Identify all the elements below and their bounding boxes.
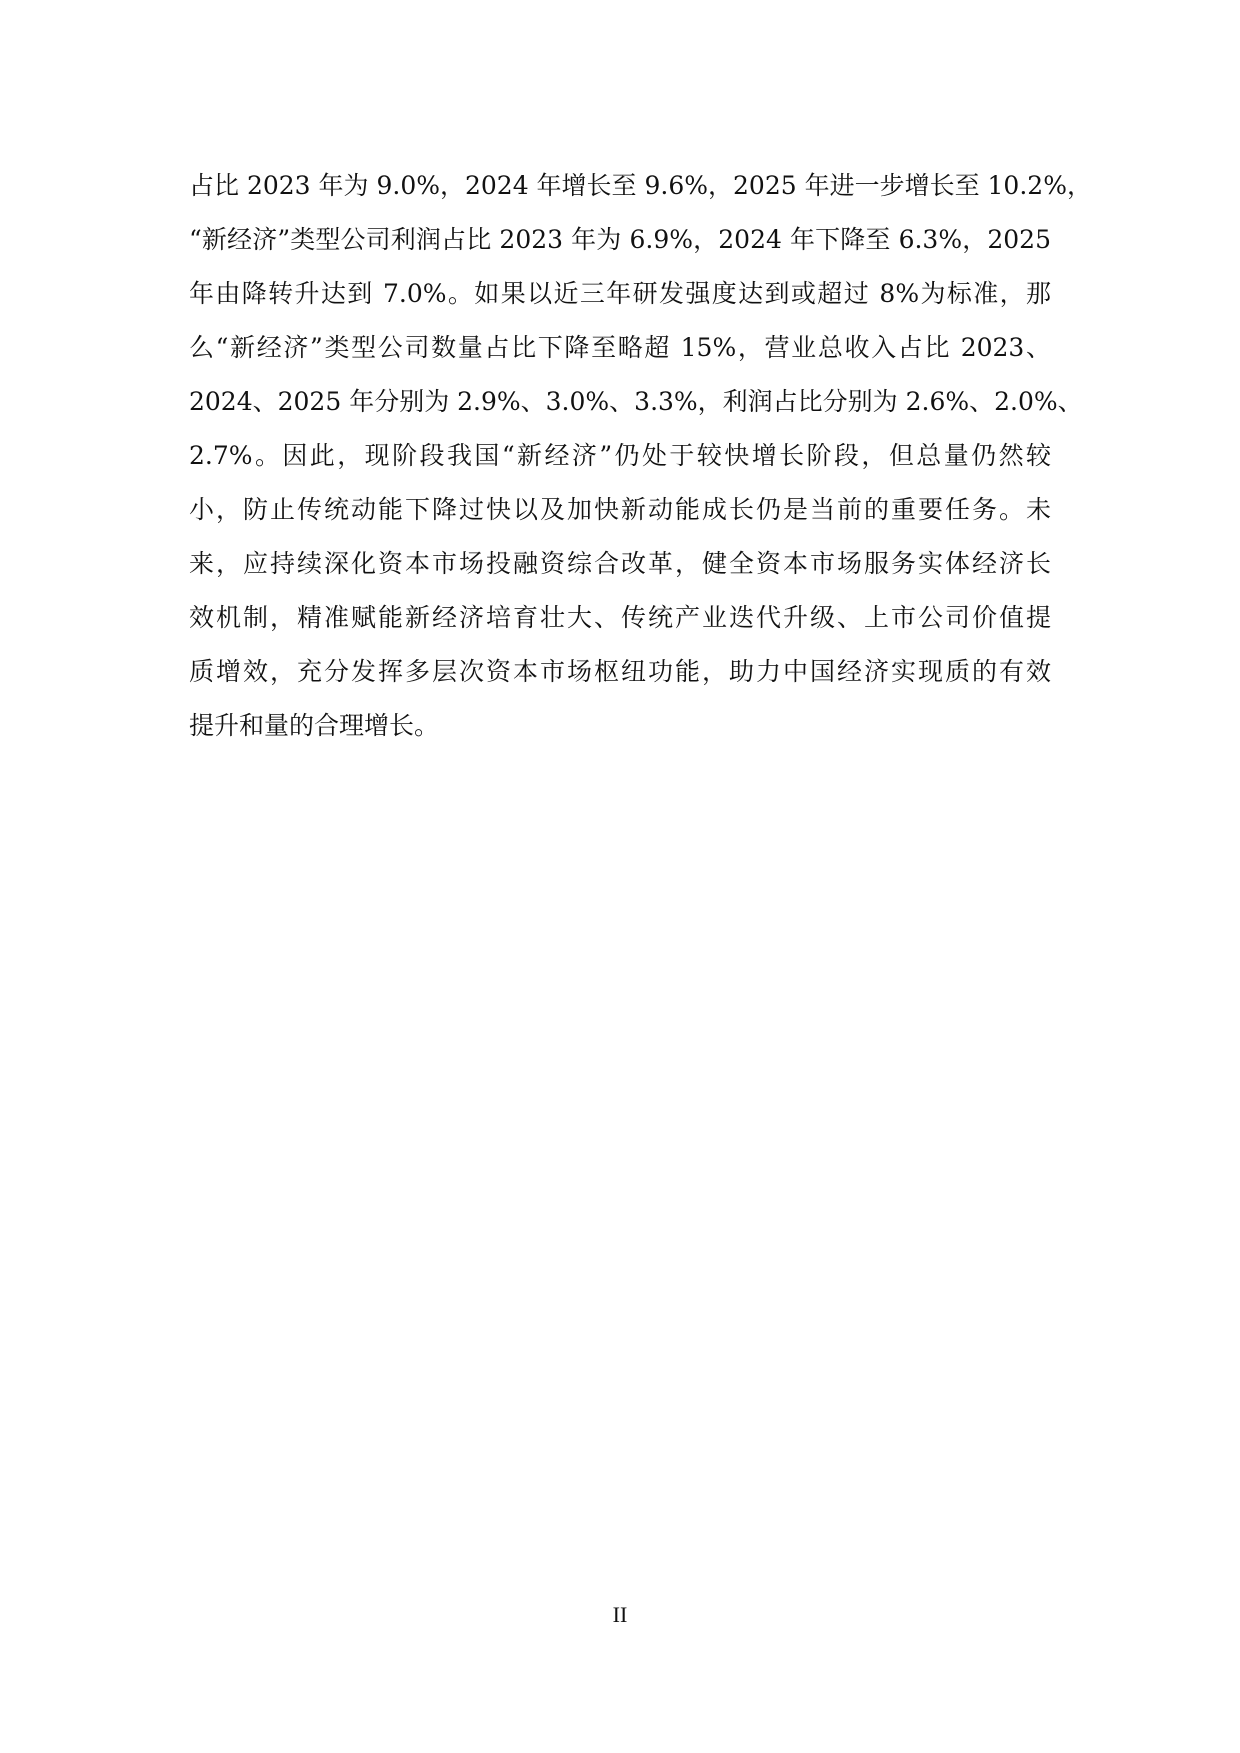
paragraph-line-2: “新经济”类型公司利润占比 2023 年为 6.9%，2024 年下降至 6.3%，2025 [189,225,1051,254]
paragraph-line-4: 么“新经济”类型公司数量占比下降至略超 15%，营业总收入占比 2023、 [189,333,1051,362]
body-paragraph [189,159,1092,753]
paragraph-line-6: 2.7%。因此，现阶段我国“新经济”仍处于较快增长阶段，但总量仍然较 [189,441,1051,470]
page-number: II [612,1602,628,1627]
paragraph-line-1: 占比 2023 年为 9.0%，2024 年增长至 9.6%，2025 年进一步增长至 10.2%， [189,171,1092,200]
paragraph-line-8: 来，应持续深化资本市场投融资综合改革，健全资本市场服务实体经济长 [189,549,1051,578]
paragraph-line-5: 2024、2025 年分别为 2.9%、3.0%、3.3%，利润占比分别为 2.6%、2.0%、 [189,387,1083,416]
paragraph-line-3: 年由降转升达到 7.0%。如果以近三年研发强度达到或超过 8%为标准，那 [189,279,1051,308]
paragraph-line-7: 小，防止传统动能下降过快以及加快新动能成长仍是当前的重要任务。未 [189,495,1051,524]
paragraph-line-11: 提升和量的合理增长。 [189,711,440,740]
paragraph-line-10: 质增效，充分发挥多层次资本市场枢纽功能，助力中国经济实现质的有效 [189,657,1051,686]
paragraph-line-9: 效机制，精准赋能新经济培育壮大、传统产业迭代升级、上市公司价值提 [189,603,1051,632]
